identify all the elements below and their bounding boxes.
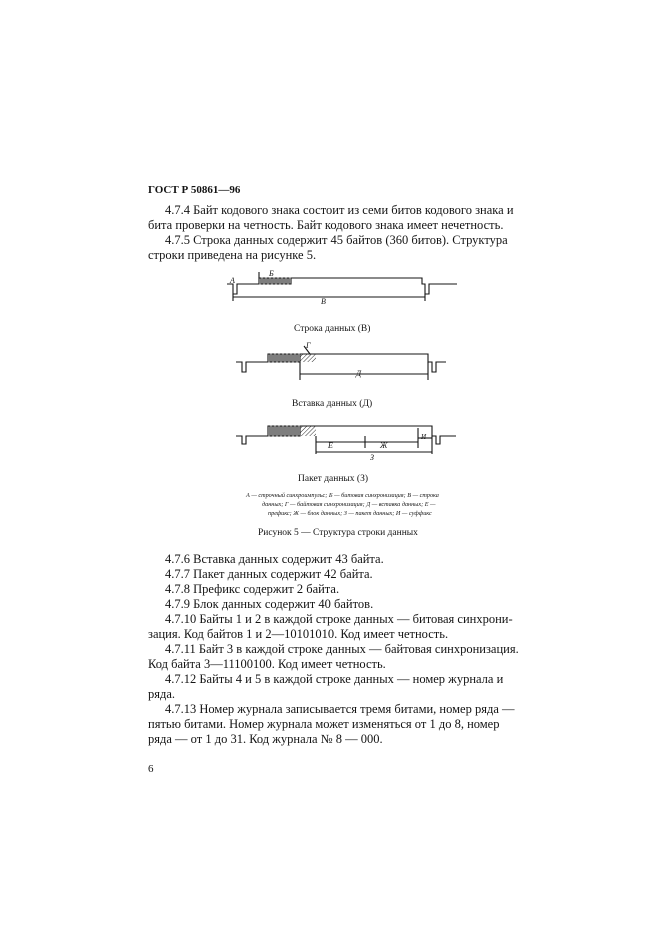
- paragraph-4-7-10-line-1: 4.7.10 Байты 1 и 2 в каждой строке данных — битовая синхрони-: [165, 612, 513, 626]
- paragraph-4-7-11-line-2: Код байта 3—11100100. Код имеет четность.: [148, 657, 386, 671]
- page-number: 6: [148, 763, 154, 775]
- label-i: И: [421, 433, 427, 441]
- figure-legend-line-2: данных; Г — байтовая синхронизация; Д — вставка данных; Е —: [262, 501, 436, 508]
- paragraph-4-7-12-line-1: 4.7.12 Байты 4 и 5 в каждой строке данных — номер журнала и: [165, 672, 504, 686]
- figure-title: Рисунок 5 — Структура строки данных: [258, 528, 418, 538]
- waveform-data-packet: [234, 418, 464, 462]
- waveform-line: [227, 278, 457, 294]
- caption-data-line: Строка данных (В): [294, 324, 371, 334]
- waveform-data-line: [225, 268, 465, 318]
- caption-data-insert: Вставка данных (Д): [292, 399, 373, 409]
- figure-legend-line-1: А — строчный синхроимпульс; Б — битовая синхронизация; В — строка: [246, 492, 439, 499]
- label-zh: Ж: [380, 441, 388, 450]
- hatch-region: [300, 354, 316, 362]
- label-b: Б: [269, 269, 274, 278]
- paragraph-4-7-10-line-2: зация. Код байтов 1 и 2—10101010. Код имеет четность.: [148, 627, 449, 641]
- paragraph-4-7-12-line-2: ряда.: [148, 687, 176, 701]
- paragraph-4-7-6: 4.7.6 Вставка данных содержит 43 байта.: [165, 552, 384, 566]
- paragraph-4-7-9: 4.7.9 Блок данных содержит 40 байтов.: [165, 597, 374, 611]
- paragraph-4-7-4-line-2: бита проверки на четность. Байт кодового знака имеет нечетность.: [148, 218, 504, 232]
- hatch-region-2: [300, 426, 316, 436]
- label-z: З: [370, 453, 374, 462]
- paragraph-4-7-5-line-2: строки приведена на рисунке 5.: [148, 248, 317, 262]
- paragraph-4-7-8: 4.7.8 Префикс содержит 2 байта.: [165, 582, 340, 596]
- paragraph-4-7-13-line-2: пятью битами. Номер журнала может изменяться от 1 до 8, номер: [148, 717, 500, 731]
- paragraph-4-7-13-line-1: 4.7.13 Номер журнала записывается тремя битами, номер ряда —: [165, 702, 515, 716]
- document-header: ГОСТ Р 50861—96: [148, 184, 241, 196]
- label-e: Е: [328, 441, 333, 450]
- paragraph-4-7-4-line-1: 4.7.4 Байт кодового знака состоит из семи битов кодового знака и: [165, 203, 514, 217]
- paragraph-4-7-7: 4.7.7 Пакет данных содержит 42 байта.: [165, 567, 373, 581]
- label-d: Д: [356, 369, 362, 378]
- paragraph-4-7-13-line-3: ряда — от 1 до 31. Код журнала № 8 — 000.: [148, 732, 383, 746]
- waveform-data-insert: [234, 342, 464, 386]
- label-a: А: [230, 276, 235, 285]
- figure-legend-line-3: префикс; Ж — блок данных; З — пакет данных; И — суффикс: [268, 510, 432, 517]
- label-v: В: [321, 297, 326, 306]
- paragraph-4-7-11-line-1: 4.7.11 Байт 3 в каждой строке данных — байтовая синхронизация.: [165, 642, 519, 656]
- label-g: Г: [306, 341, 311, 350]
- paragraph-4-7-5-line-1: 4.7.5 Строка данных содержит 45 байтов (360 битов). Структура: [165, 233, 508, 247]
- caption-data-packet: Пакет данных (З): [298, 474, 369, 484]
